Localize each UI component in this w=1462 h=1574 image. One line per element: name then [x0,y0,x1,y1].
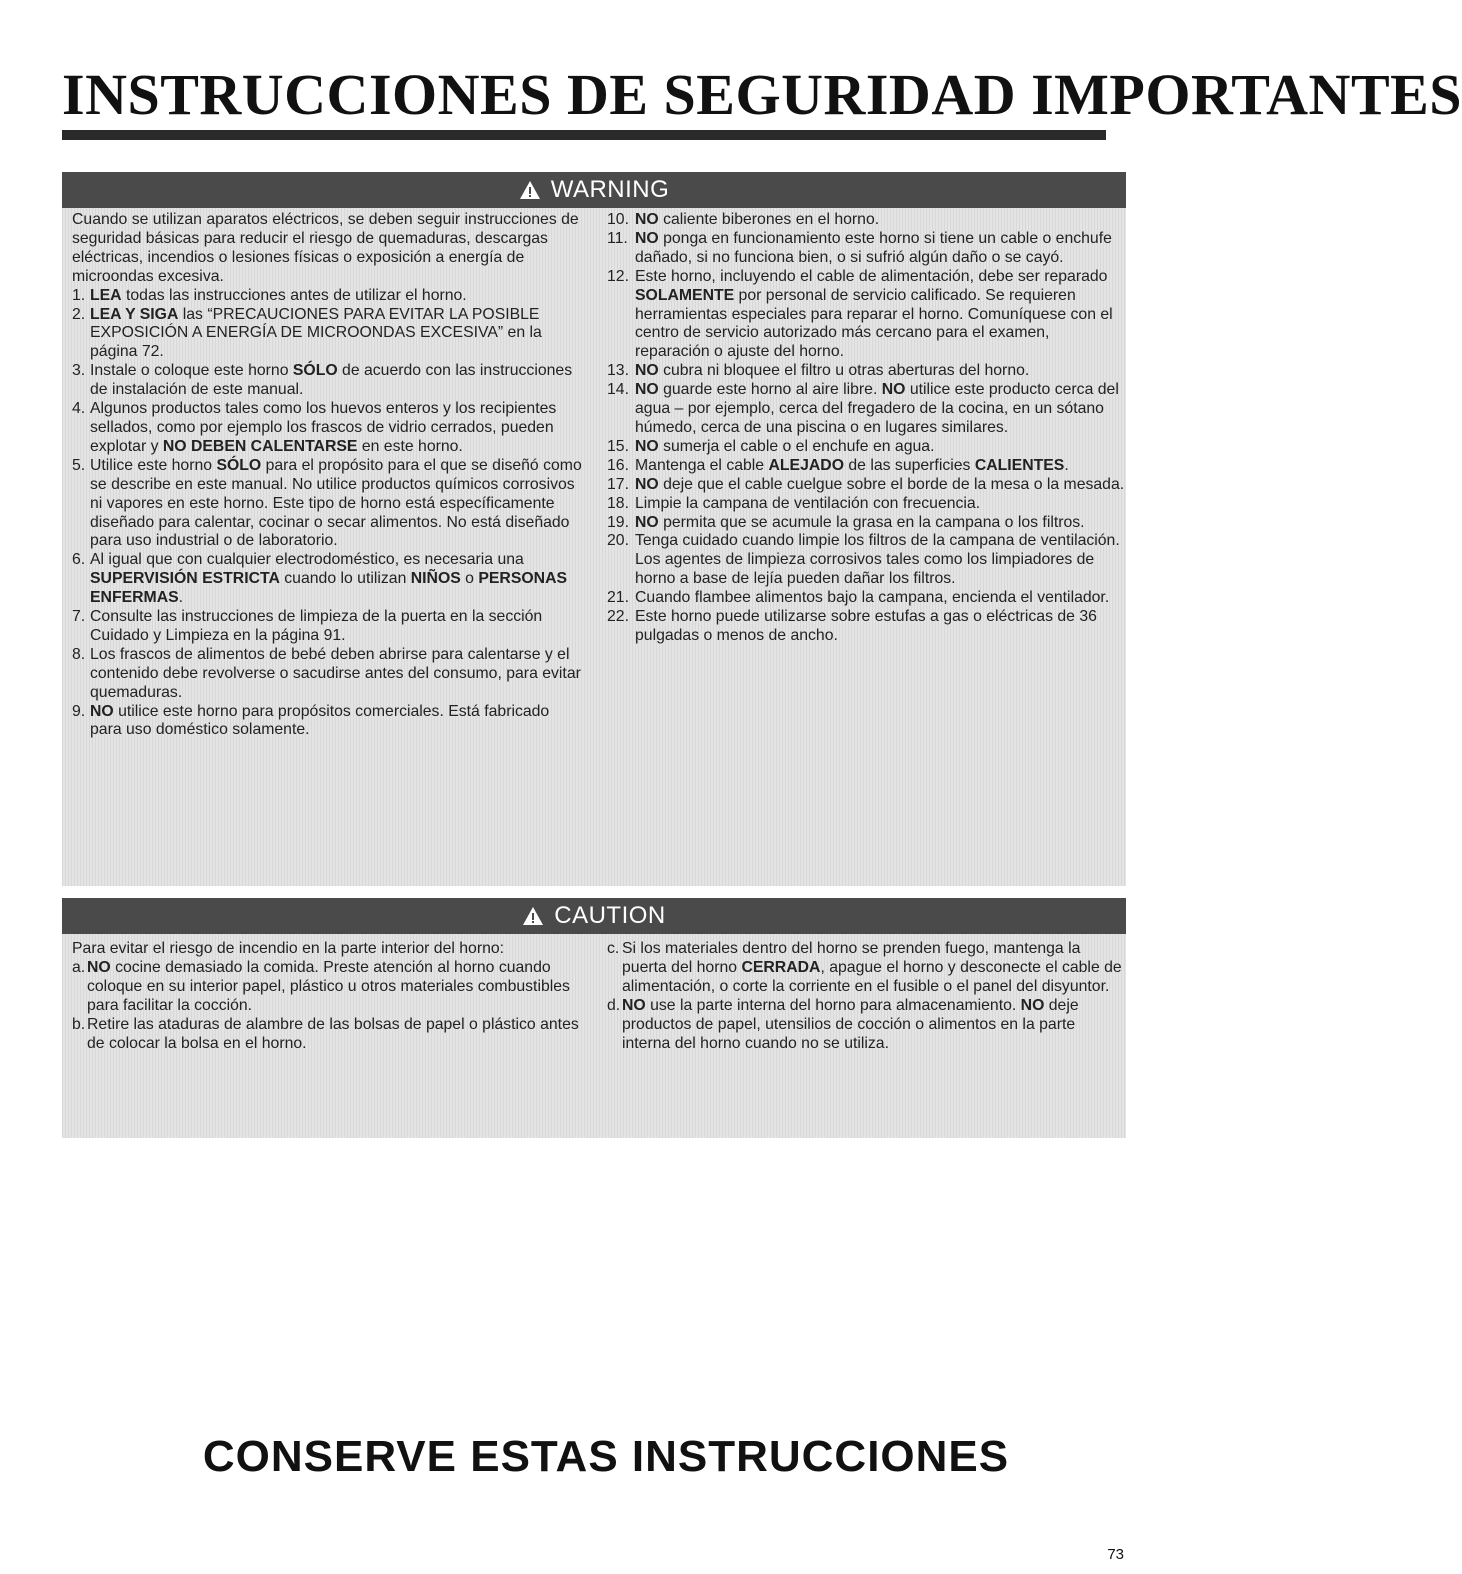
item-text: Mantenga el cable [635,456,769,474]
item-number: 17. [607,475,629,493]
list-item [607,532,1126,589]
item-number: 13. [607,362,629,380]
item-text: Limpie la campana de ventilación con frecuencia. [635,494,981,512]
item-number: 2. [72,305,86,323]
item-text: utilice este horno para propósitos comerciales. Está fabricado para uso doméstico solamente. [90,702,550,739]
list-item [607,438,1126,457]
list-item [607,495,1126,514]
caution-right-column [587,934,1126,1053]
emphasis: NO [635,229,659,247]
list-item [72,400,583,457]
list-item [607,476,1126,495]
warning-right-column [583,208,1126,740]
item-text: ponga en funcionamiento este horno si tiene un cable o enchufe dañado, si no funciona bien, o si sufrió algún daño o se cayó. [635,229,1112,266]
item-text: en este horno. [357,437,463,455]
item-text: para el propósito para el que se diseñó como se describe en este manual. No utilice productos químicos corrosivos ni vapores en este horno. Este tipo de horno está específicamente diseñado para calentar, cocinar o secar alimentos. No está diseñado para uso industrial o de laboratorio. [90,456,582,550]
item-text: cubra ni bloquee el filtro u otras aberturas del horno. [658,362,1030,380]
emphasis: NO [90,702,114,720]
item-number: 10. [607,211,629,228]
list-item [607,608,1126,646]
item-text: Los frascos de alimentos de bebé deben abrirse para calentarse y el contenido debe revolverse o sacudirse antes del consumo, para evitar quemaduras. [90,645,581,701]
list-item [607,514,1126,533]
list-item [72,457,583,552]
emphasis: SOLAMENTE [635,286,735,304]
emphasis: SÓLO [216,456,262,474]
item-text: de las superficies [843,456,975,474]
warning-triangle-icon [522,906,544,926]
warning-intro: Cuando se utilizan aparatos eléctricos, se deben seguir instrucciones de seguridad básicas para reducir el riesgo de quemaduras, descargas eléctricas, incendios o lesiones físicas o exposición a energía de microondas excesiva. [72,211,579,285]
list-item [607,268,1126,363]
item-number: 8. [72,645,86,663]
item-text: cuando lo utilizan [279,570,411,588]
item-letter: b. [72,1015,86,1033]
emphasis: NO [635,437,659,455]
item-text: o [460,570,479,588]
item-text: Cuando flambee alimentos bajo la campana, encienda el ventilador. [635,589,1110,607]
item-text: . [178,589,184,607]
list-item [72,306,583,363]
item-number: 15. [607,437,629,455]
item-letter: c. [607,940,620,957]
emphasis: SUPERVISIÓN ESTRICTA [90,570,280,588]
item-number: 14. [607,381,629,399]
item-text: , apague el horno y desconecte el cable de alimentación, o corte la corriente en el fusible o el panel del disyuntor. [622,958,1122,995]
list-item [607,362,1126,381]
list-item [72,1016,587,1054]
list-item [607,230,1126,268]
item-text: Este horno puede utilizarse sobre estufas a gas o eléctricas de 36 pulgadas o menos de ancho. [635,608,1097,644]
emphasis: SÓLO [292,362,338,380]
item-text: deje que el cable cuelgue sobre el borde de la mesa o la mesada. [658,475,1125,493]
emphasis: ALEJADO [768,456,844,474]
emphasis: NO [635,211,659,228]
emphasis: NO [635,362,659,380]
item-number: 12. [607,267,629,285]
emphasis: NO [635,475,659,493]
item-text: . [1064,456,1069,474]
item-number: 7. [72,608,86,626]
item-text: Retire las ataduras de alambre de las bolsas de papel o plástico antes de colocar la bolsa en el horno. [87,1015,579,1052]
list-item [72,703,583,741]
list-item [607,589,1126,608]
item-number: 19. [607,513,629,531]
item-number: 5. [72,456,86,474]
item-number: 4. [72,400,86,418]
item-text: Este horno, incluyendo el cable de alimentación, debe ser reparado [635,267,1108,285]
emphasis: NO [622,996,646,1014]
list-item [72,362,583,400]
list-item [72,959,587,1016]
warning-left-column [62,208,583,740]
item-number: 3. [72,362,86,380]
emphasis: NO [881,381,906,399]
title-rule [62,130,1106,140]
item-text: todas las instrucciones antes de utilizar el horno. [121,286,467,304]
item-text: las “PRECAUCIONES PARA EVITAR LA POSIBLE EXPOSICIÓN A ENERGÍA DE MICROONDAS EXCESIVA” en la página 72. [90,305,542,361]
list-item [607,457,1126,476]
list-item [72,287,583,306]
emphasis: LEA Y SIGA [90,305,179,323]
item-number: 18. [607,494,629,512]
caution-left-column [62,934,587,1053]
emphasis: NO [635,381,659,399]
item-number: 16. [607,456,629,474]
page-title: INSTRUCCIONES DE SEGURIDAD IMPORTANTES [62,62,1462,127]
emphasis: NO [635,513,659,531]
item-text: Algunos productos tales como los huevos enteros y los recipientes sellados, como por ejemplo los frascos de vidrio cerrados, pueden explotar y [90,400,557,455]
emphasis: NO DEBEN CALENTARSE [162,437,358,455]
item-text: use la parte interna del horno para almacenamiento. [645,996,1021,1014]
list-item [72,608,583,646]
item-text: por personal de servicio calificado. Se requieren herramientas especiales para reparar el horno. Comuníquese con el centro de servicio autorizado más cercano para el examen, reparación o ajuste del horno. [635,286,1113,361]
item-text: de acuerdo con las instrucciones de instalación de este manual. [90,362,573,399]
emphasis: PERSONAS ENFERMAS [90,570,568,607]
item-number: 21. [607,589,629,607]
item-text: utilice este producto cerca del agua – por ejemplo, cerca del fregadero de la cocina, en un sótano húmedo, cerca de una piscina o en lugares similares. [635,381,1119,436]
warning-triangle-icon [519,180,541,200]
item-text: permita que se acumule la grasa en la campana o los filtros. [658,513,1085,531]
item-number: 1. [72,286,86,304]
item-number: 20. [607,532,629,550]
item-text: guarde este horno al aire libre. [658,381,882,399]
item-letter: d. [607,996,621,1014]
caution-title: CAUTION [554,902,666,929]
list-item [607,997,1126,1054]
caution-intro: Para evitar el riesgo de incendio en la parte interior del horno: [72,940,505,957]
emphasis: CALIENTES [974,456,1065,474]
warning-title: WARNING [550,176,670,203]
emphasis: NIÑOS [410,570,461,588]
list-item [607,381,1126,438]
item-text: Consulte las instrucciones de limpieza de la puerta en la sección Cuidado y Limpieza en la página 91. [90,608,543,644]
item-text: Tenga cuidado cuando limpie los filtros de la campana de ventilación. Los agentes de limpieza corrosivos tales como los limpiadores de horno a base de lejía pueden dañar los filtros. [635,532,1120,588]
item-text: deje productos de papel, utensilios de cocción o alimentos en la parte interna del horno cuando no se utiliza. [622,996,1079,1052]
list-item [607,940,1126,997]
item-text: Al igual que con cualquier electrodoméstico, es necesaria una [90,551,524,569]
item-number: 11. [607,229,628,247]
item-number: 9. [72,702,86,720]
item-text: Si los materiales dentro del horno se prenden fuego, mantenga la puerta del horno [622,940,1081,976]
item-text: cocine demasiado la comida. Preste atención al horno cuando coloque en su interior papel, plástico u otros materiales combustibles para facilitar la cocción. [87,958,570,1014]
list-item [72,551,583,608]
emphasis: LEA [90,286,122,304]
warning-header [62,172,1126,208]
warning-panel [62,172,1126,886]
item-letter: a. [72,958,86,976]
list-item [72,646,583,703]
page-number: 73 [1107,1546,1124,1563]
item-text: caliente biberones en el horno. [658,211,880,228]
item-text: sumerja el cable o el enchufe en agua. [658,437,935,455]
list-item [607,211,1126,230]
caution-panel [62,898,1126,1138]
emphasis: CERRADA [741,958,821,976]
emphasis: NO [1020,996,1045,1014]
emphasis: NO [87,958,111,976]
item-text: Instale o coloque este horno [90,362,293,380]
footer-title: CONSERVE ESTAS INSTRUCCIONES [202,1432,1010,1481]
caution-header [62,898,1126,934]
item-text: Utilice este horno [90,456,217,474]
item-number: 6. [72,551,86,569]
item-number: 22. [607,608,629,626]
